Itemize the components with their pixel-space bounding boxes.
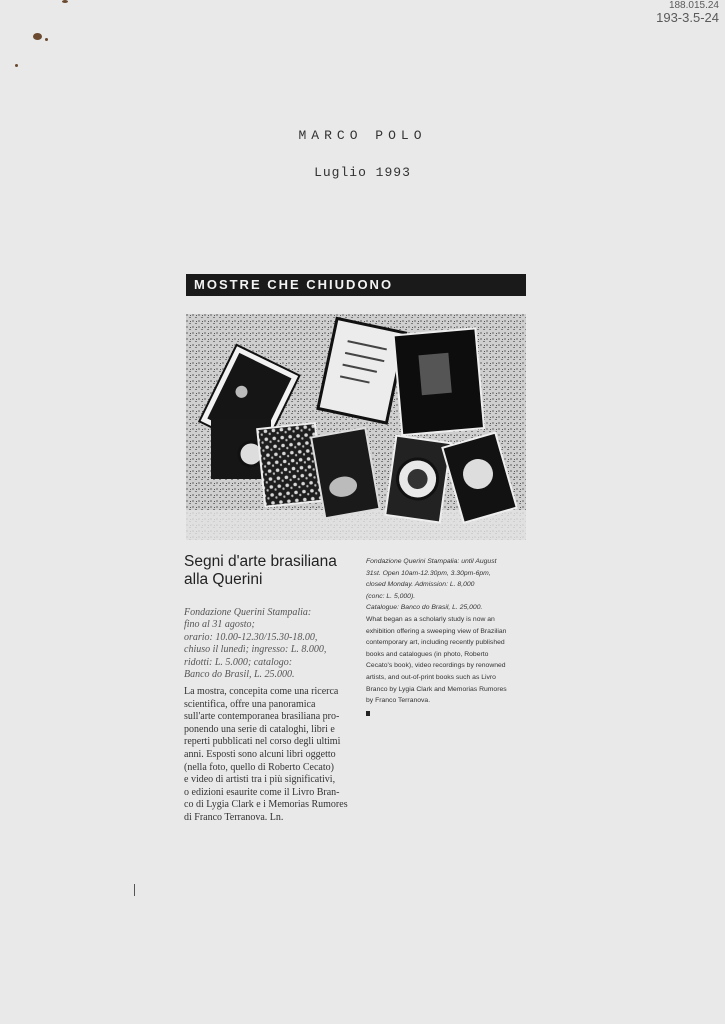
publication-name: MARCO POLO	[298, 128, 427, 143]
archive-note-line-1: 188.015.24	[668, 0, 719, 11]
photo-books-illustration	[186, 314, 526, 540]
info-line: closed Monday. Admission: L. 8,000	[366, 581, 475, 589]
body-line: co di Lygia Clark e i Memorias Rumores	[184, 799, 348, 811]
info-line: fino al 31 agosto;	[184, 619, 255, 631]
body-line: scientifica, offre una panoramica	[184, 698, 316, 710]
info-line: orario: 10.00-12.30/15.30-18.00,	[184, 631, 318, 643]
body-line: What began as a scholarly study is now an	[366, 615, 495, 623]
body-line: Branco by Lygia Clark and Memorias Rumores	[366, 685, 507, 693]
paper-stain	[15, 64, 18, 67]
info-line: Banco do Brasil, L. 25.000.	[184, 669, 295, 681]
body-line: o edizioni esaurite come il Livro Bran-	[184, 786, 340, 798]
section-banner: MOSTRE CHE CHIUDONO	[186, 274, 526, 296]
body-line: reperti pubblicati nel corso degli ultimi	[184, 736, 341, 748]
body-line: di Franco Terranova. Ln.	[184, 811, 284, 823]
body-line: ponendo una serie di cataloghi, libri e	[184, 723, 335, 735]
body-line: artists, and out-of-print books such as Livro	[366, 673, 496, 681]
paper-stain	[33, 33, 42, 40]
english-article-body	[366, 614, 528, 707]
info-line: ridotti: L. 5.000; catalogo:	[184, 656, 293, 668]
margin-mark	[134, 884, 135, 896]
body-line: books and catalogues (in photo, Roberto	[366, 650, 489, 658]
end-of-article-mark	[366, 711, 370, 716]
article-photo	[186, 314, 526, 540]
english-exhibition-info	[366, 556, 528, 614]
english-column	[366, 556, 528, 720]
info-line: Fondazione Querini Stampalia:	[184, 607, 312, 618]
info-line: 31st. Open 10am-12.30pm, 3.30pm-6pm,	[366, 569, 491, 577]
body-line: Cecato's book), video recordings by renowned	[366, 662, 506, 670]
body-line: La mostra, concepita come una ricerca	[184, 686, 339, 697]
paper-stain	[45, 38, 48, 41]
archive-handwritten-note	[656, 0, 719, 24]
body-line: contemporary art, including recently published	[366, 639, 505, 647]
body-line: exhibition offering a sweeping view of Brazilian	[366, 627, 507, 635]
publication-date: Luglio 1993	[314, 165, 411, 180]
archive-note-line-2: 193-3.5-24	[656, 10, 719, 25]
body-line: sull'arte contemporanea brasiliana pro-	[184, 711, 340, 723]
body-line: e video di artisti tra i più significativi,	[184, 774, 336, 786]
article-headline: Segni d'arte brasiliana alla Querini	[184, 553, 337, 588]
info-line: (conc: L. 5,000).	[366, 592, 416, 600]
paper-stain	[62, 0, 68, 3]
body-line: by Franco Terranova.	[366, 697, 431, 705]
italian-exhibition-info	[184, 607, 354, 681]
body-line: (nella foto, quello di Roberto Cecato)	[184, 761, 334, 773]
info-line: Fondazione Querini Stampalia: until August	[366, 558, 497, 565]
info-line: Catalogue: Banco do Brasil, L. 25,000.	[366, 604, 483, 612]
body-line: anni. Esposti sono alcuni libri oggetto	[184, 748, 336, 760]
italian-article-body	[184, 686, 354, 825]
info-line: chiuso il lunedì; ingresso: L. 8.000,	[184, 644, 327, 656]
